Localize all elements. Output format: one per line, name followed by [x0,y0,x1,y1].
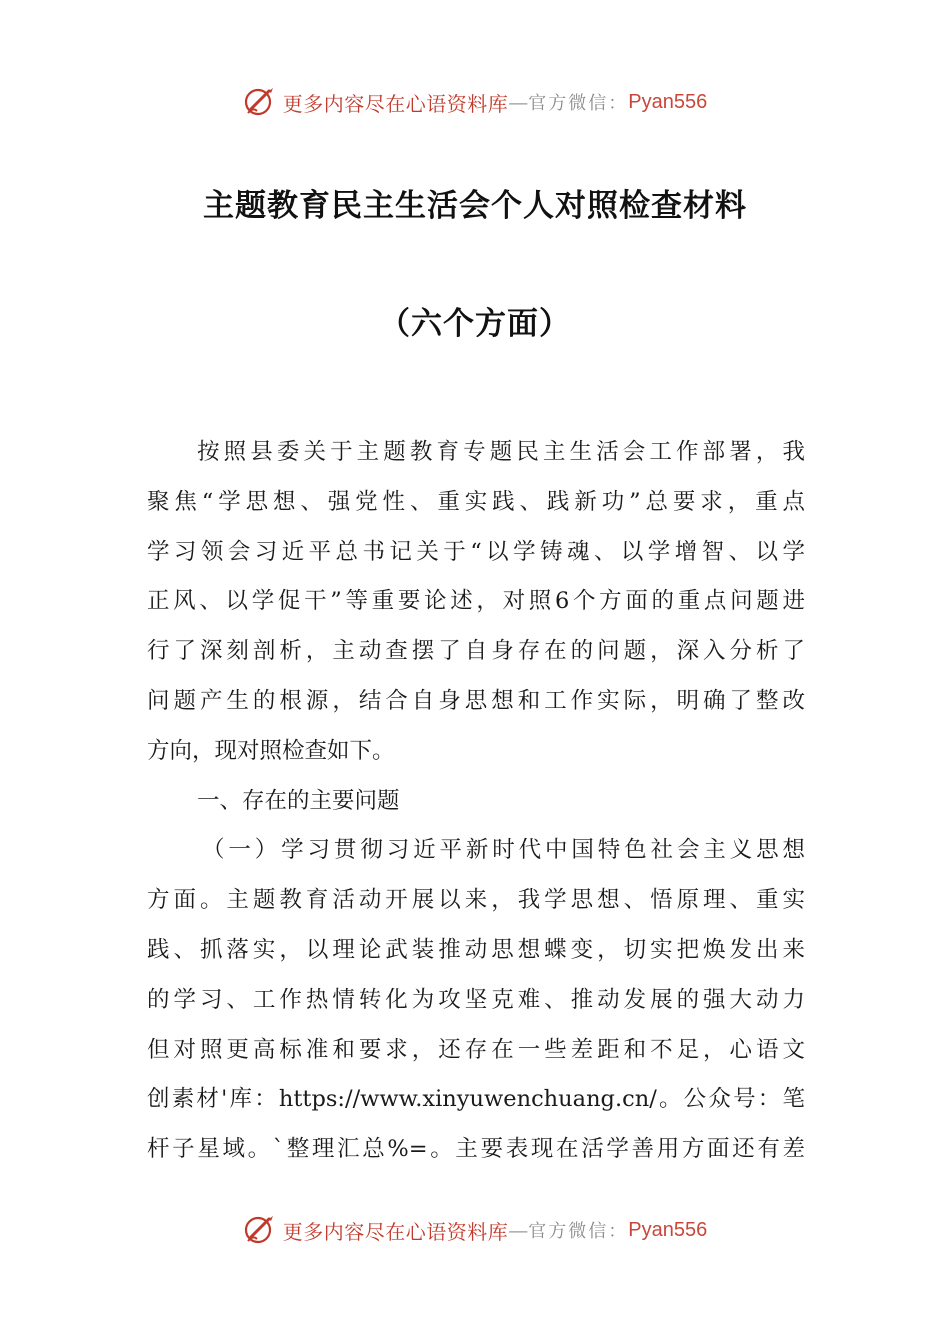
body-line: 创素材'库：https://www.xinyuwenchuang.cn/。公众号：笔 [147,1086,805,1113]
body-line: 践、抓落实，以理论武装推动思想蝶变，切实把焕发出来 [147,936,805,963]
body-line: 问题产生的根源，结合自身思想和工作实际，明确了整改 [147,687,805,714]
section-heading: 一、存在的主要问题 [197,787,400,814]
watermark-main-text: 更多内容尽在心语资料库 [282,91,509,116]
watermark-wechat-id: Pyan556 [628,90,708,113]
pen-logo-icon [243,1213,277,1247]
body-line: 方向，现对照检查如下。 [147,737,395,764]
body-line: 行了深刻剖析，主动查摆了自身存在的问题，深入分析了 [147,638,805,665]
body-line: 按照县委关于主题教育专题民主生活会工作部署，我 [197,439,805,465]
header-watermark [0,82,950,122]
body-line: 学习领会习近平总书记关于“以学铸魂、以学增智、以学 [147,538,805,565]
body-line: 但对照更高标准和要求，还存在一些差距和不足，心语文 [147,1036,805,1063]
body-line: 正风、以学促干”等重要论述，对照6个方面的重点问题进 [147,588,805,615]
watermark-sub-text: 官方微信： [528,1221,629,1242]
watermark-wechat-id: Pyan556 [628,1218,708,1241]
footer-watermark [0,1210,950,1250]
watermark-dash: — [508,90,529,114]
document-body [147,428,805,1175]
watermark-sub-text: 官方微信： [528,93,629,114]
body-line: 杆子星域。`整理汇总%=。主要表现在活学善用方面还有差 [147,1136,805,1163]
document-title: 主题教育民主生活会个人对照检查材料 [203,188,747,224]
subsection-heading-line: （一）学习贯彻习近平新时代中国特色社会主义思想 [202,837,805,864]
pen-logo-icon [243,85,277,119]
watermark-main-text: 更多内容尽在心语资料库 [282,1219,509,1244]
body-line: 的学习、工作热情转化为攻坚克难、推动发展的强大动力 [147,986,805,1013]
body-line: 聚焦“学思想、强党性、重实践、践新功”总要求，重点 [147,488,805,515]
document-subtitle: （六个方面） [379,306,571,342]
body-line: 方面。主题教育活动开展以来，我学思想、悟原理、重实 [147,887,805,914]
watermark-dash: — [508,1218,529,1242]
